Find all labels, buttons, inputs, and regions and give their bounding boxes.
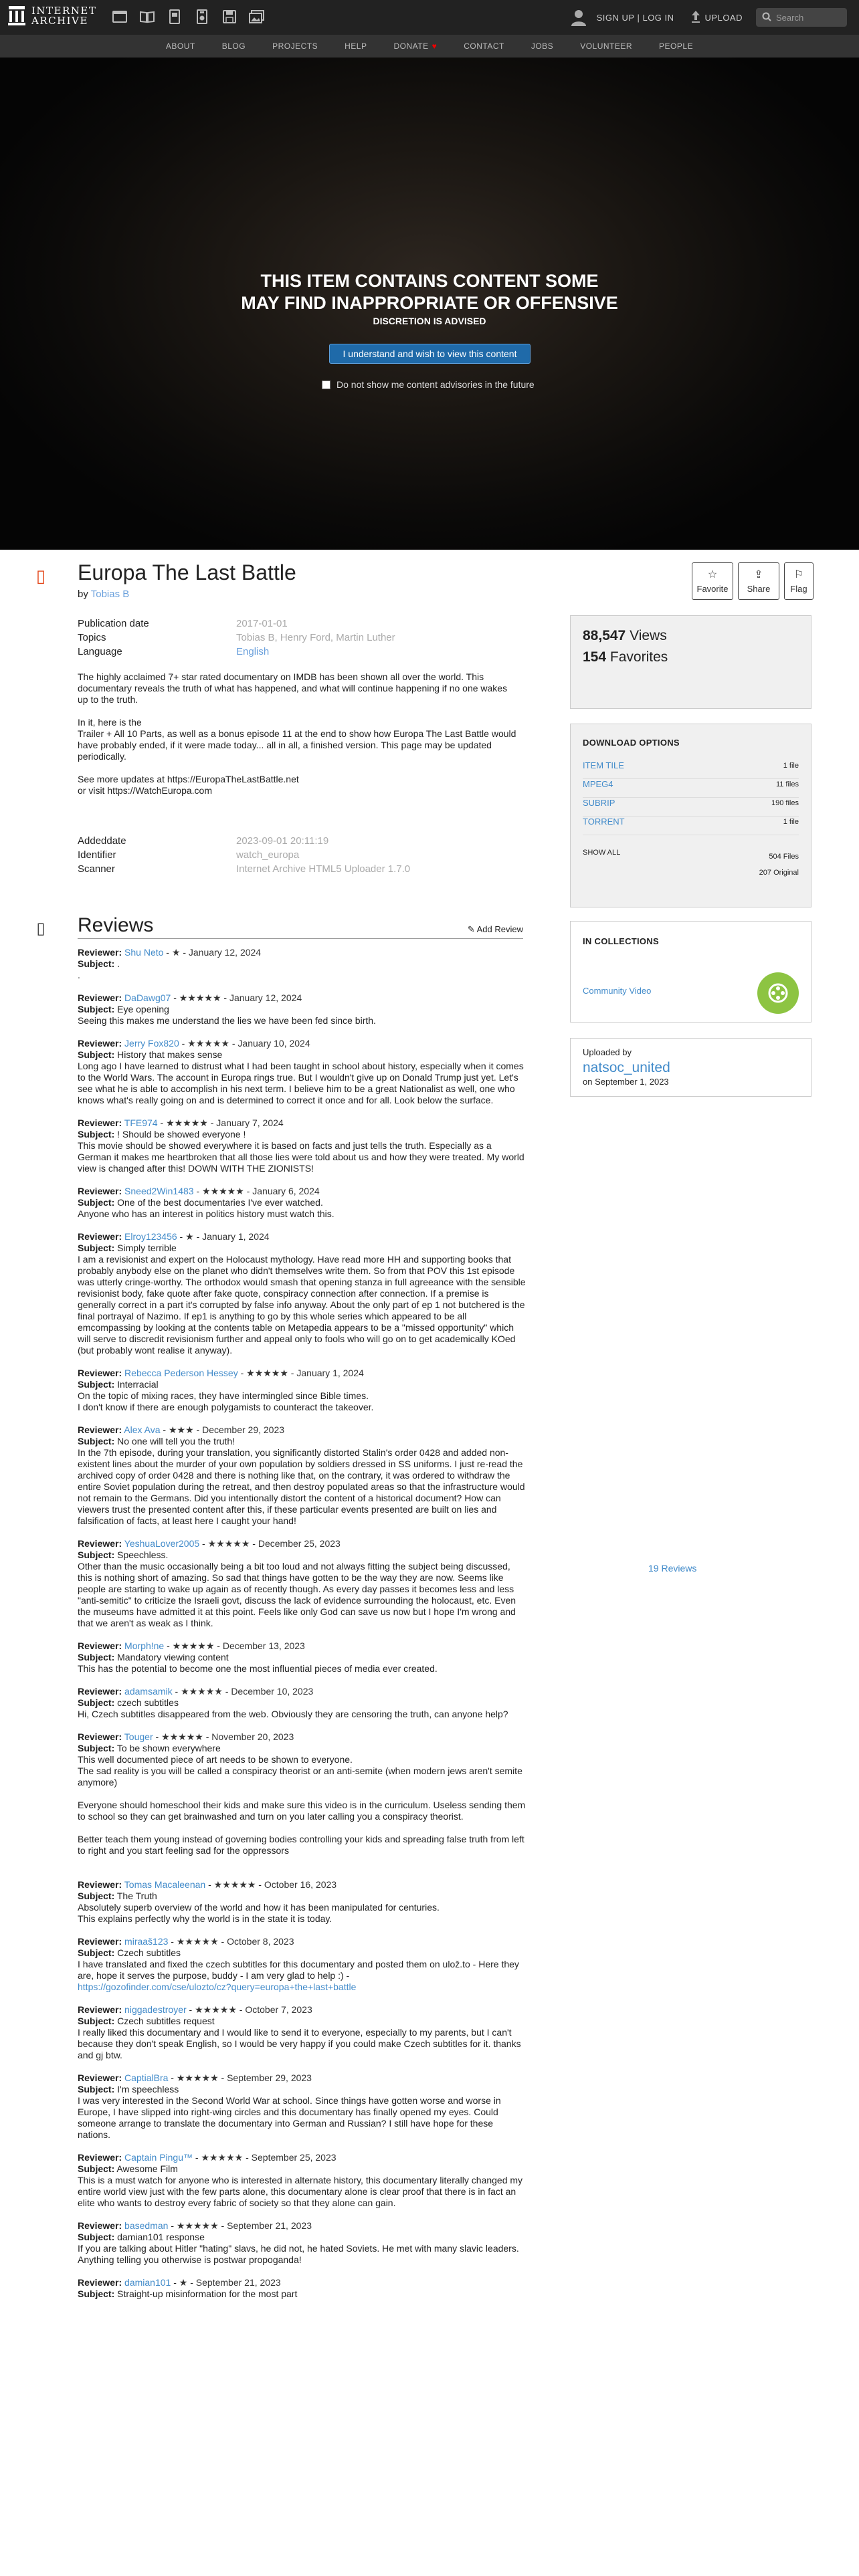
review-rating: ★ — [171, 947, 181, 958]
review-body: Seeing this makes me understand the lies we have been fed since birth. — [78, 1015, 376, 1026]
nav-contact[interactable]: CONTACT — [464, 41, 504, 51]
review-meta: Reviewer: Alex Ava - ★★★ - December 29, 2023 — [78, 1424, 285, 1435]
reviewer-link[interactable]: Morph!ne — [124, 1640, 165, 1651]
search-input[interactable] — [776, 13, 843, 23]
item-metadata — [78, 617, 519, 659]
top-bar — [0, 0, 859, 35]
review-subject: Subject: To be shown everywhere — [78, 1743, 221, 1753]
review-date: January 6, 2024 — [252, 1186, 320, 1196]
review-subject: Subject: Awesome Film — [78, 2163, 178, 2174]
reviewer-link[interactable]: DaDawg07 — [124, 992, 171, 1003]
nav-donate-label: DONATE — [393, 41, 429, 51]
internet-archive-logo[interactable] — [8, 6, 96, 26]
review-date: January 12, 2024 — [188, 947, 262, 958]
review-subject: Subject: Mandatory viewing content — [78, 1652, 229, 1662]
favorite-label: Favorite — [696, 583, 729, 594]
review-rating: ★★★★★ — [202, 1186, 244, 1196]
user-icon[interactable] — [569, 7, 589, 27]
review-body: This movie should be showed everywhere it is based on facts and just tells the truth. Especially as a German it makes me heartbroken that all those lies were told about us and how they were treated. My world view is changed after this! DOWN WITH THE ZIONISTS! — [78, 1140, 527, 1174]
comments-icon: ▯ — [36, 920, 45, 938]
reviewer-link[interactable]: damian101 — [124, 2277, 171, 2288]
description-paragraph: The highly acclaimed 7+ star rated documentary on IMDB has been shown all over the world. This documentary reveals the truth of what has happened, and what will continue happening if no one wakes up to the truth. — [78, 671, 508, 705]
review-rating: ★★★★★ — [246, 1368, 288, 1378]
topic-link[interactable]: Tobias B — [236, 632, 275, 643]
nav-people[interactable]: PEOPLE — [659, 41, 694, 51]
review-item — [78, 2152, 526, 2209]
review-rating: ★★★★★ — [201, 2152, 244, 2163]
review-item — [78, 2220, 526, 2266]
flag-label: Flag — [790, 583, 807, 594]
review-subject: Subject: I'm speechless — [78, 2084, 179, 2095]
collections-heading: IN COLLECTIONS — [583, 936, 659, 946]
review-rating: ★ — [179, 2277, 188, 2288]
movie-film-icon: ▯ — [35, 566, 46, 586]
nav-projects[interactable]: PROJECTS — [272, 41, 318, 51]
reviewer-link[interactable]: Alex Ava — [124, 1424, 161, 1435]
by-label: by — [78, 588, 88, 600]
nav-donate[interactable] — [393, 41, 437, 51]
meta-publication-date: Publication date 2017-01-01 — [78, 618, 288, 629]
reviewer-link[interactable]: Elroy123456 — [124, 1231, 177, 1242]
reviews-list — [78, 947, 529, 2311]
software-icon[interactable] — [218, 7, 241, 27]
publication-date-link[interactable]: 2017-01-01 — [236, 618, 288, 629]
review-body: I am a revisionist and expert on the Holocaust mythology. Have read more HH and supporting books that probably anybody else on the planet who didn't themselves write them. So from that POV this 1st episode was utterly cringe-worthy. The orthodox would smash that opening stanza in full agreeance with the sensible revisionist body, fake quote after fake quote, conspiracy connection after connection. If a premise is generally correct in a part it's corrupted by false info anyway. About the only part of ep 1 not butchered is the final portrayal of Nazimo. If ep1 is anything to go by this whole series which appeared to be all emcompassing by looking at the contents table on Metapedia appears to be a "missed opportunity" which will serve to discredit revisionism further and appeal only to fools who will go on to get academically KOed (but probably wont realise it anyway). — [78, 1254, 529, 1356]
reviewer-link[interactable]: niggadestroyer — [124, 2004, 187, 2015]
download-row[interactable]: TORRENT 1 file — [583, 817, 799, 835]
upload-link[interactable]: UPLOAD — [704, 12, 743, 23]
reviewer-link[interactable]: Sneed2Win1483 — [124, 1186, 194, 1196]
review-body: Long ago I have learned to distrust what I had been taught in school about history, especially when it comes to the World Wars. The account in Europa rings true. But I wouldn't give up on Donald Trump just yet. Let's see what he is able to accomplish in his next term. I believe him to be a great Nationalist as well, one who knows what's really going on and is determined to correct it once and for all. Look below the surface. — [78, 1061, 527, 1105]
review-date: September 21, 2023 — [227, 2220, 312, 2231]
review-body: This has the potential to become one the most influential pieces of media ever created. — [78, 1663, 438, 1674]
reviews-header — [78, 914, 523, 939]
review-rating: ★★★★★ — [166, 1117, 208, 1128]
review-item — [78, 947, 526, 981]
review-meta: Reviewer: Tomas Macaleenan - ★★★★★ - October 16, 2023 — [78, 1879, 337, 1890]
download-options-heading: DOWNLOAD OPTIONS — [583, 738, 680, 748]
account-area — [569, 0, 847, 35]
item-creator-line — [78, 588, 129, 600]
review-date: October 7, 2023 — [245, 2004, 312, 2015]
review-subject: Subject: ! Should be showed everyone ! — [78, 1129, 246, 1140]
review-meta: Reviewer: Rebecca Pederson Hessey - ★★★★★ - January 1, 2024 — [78, 1368, 364, 1378]
review-item — [78, 1368, 526, 1413]
review-item — [78, 1424, 526, 1527]
search-icon — [762, 12, 771, 23]
reviewer-link[interactable]: Rebecca Pederson Hessey — [124, 1368, 238, 1378]
meta-identifier: Identifier watch_europa — [78, 849, 300, 861]
reviews-stat-link[interactable]: 19 Reviews — [648, 1563, 697, 1574]
review-body: If you are talking about Hitler "hating" slavs, he did not, he hated Soviets. He met with many slavic leaders. Anything telling you otherwise is postwar propoganda! — [78, 2243, 521, 2265]
description-paragraph: In it, here is the Trailer + All 10 Parts, as well as a bonus episode 11 at the end to show how Europa The Last Battle would have probably ended, if it were made today... all in all, a finished version. This page may be updated periodically. — [78, 717, 516, 762]
reviewer-link[interactable]: Tomas Macaleenan — [124, 1879, 206, 1890]
review-item — [78, 2277, 526, 2300]
download-row[interactable]: ITEM TILE 1 file — [583, 760, 799, 779]
share-icon: ⇪ — [754, 568, 763, 580]
review-body: I have translated and fixed the czech subtitles for this documentary and posted them on ulož.to - Here they are, hope it serves the purpose, buddy - I am very glad to help :) - https://gozofinder.com/cse/ulozto/cz?query=europa+the+last+battle — [78, 1959, 522, 1992]
review-body: This well documented piece of art needs to be shown to everyone. The sad reality is you will be called a conspiracy theorist or an anti-semite (when modern jews aren't semite anymore) Everyone should homeschool their kids and make sure this video is in the curriculum. Useless sending them to school so they can get brainwashed and turn on you later calling you a conspiracy theorist. Better teach them young instead of governing bodies controlling your kids and spreading false truth from left to right and you start feeling sad for the oppressors — [78, 1754, 526, 1856]
review-subject: Subject: Eye opening — [78, 1004, 169, 1014]
view-content-button[interactable]: I understand and wish to view this content — [329, 344, 531, 364]
language-link[interactable]: English — [236, 646, 270, 657]
signup-login-link[interactable]: SIGN UP | LOG IN — [596, 12, 674, 23]
film-reel-icon[interactable] — [757, 972, 799, 1014]
review-item — [78, 1117, 526, 1174]
review-subject: Subject: Simply terrible — [78, 1243, 177, 1253]
review-subject: Subject: czech subtitles — [78, 1697, 179, 1708]
share-button[interactable] — [738, 562, 779, 600]
review-item — [78, 1640, 526, 1675]
review-date: January 12, 2024 — [229, 992, 302, 1003]
views-stat: 88,547 Views — [583, 628, 667, 643]
review-subject: Subject: Czech subtitles — [78, 1947, 181, 1958]
review-date: September 29, 2023 — [227, 2072, 312, 2083]
review-meta: Reviewer: YeshuaLover2005 - ★★★★★ - December 25, 2023 — [78, 1538, 341, 1549]
flag-button[interactable] — [784, 562, 814, 600]
review-item — [78, 1936, 526, 1993]
review-date: December 10, 2023 — [231, 1686, 314, 1697]
review-subject: Subject: Interracial — [78, 1379, 159, 1390]
review-meta: Reviewer: niggadestroyer - ★★★★★ - October 7, 2023 — [78, 2004, 312, 2015]
advisory-subtitle: DISCRETION IS ADVISED — [373, 316, 486, 326]
review-date: January 1, 2024 — [296, 1368, 364, 1378]
review-date: October 8, 2023 — [227, 1936, 294, 1947]
reviewer-link[interactable]: basedman — [124, 2220, 169, 2231]
review-meta: Reviewer: Sneed2Win1483 - ★★★★★ - January 6, 2024 — [78, 1186, 320, 1196]
upload-icon[interactable] — [690, 10, 701, 25]
review-body: I really liked this documentary and I would like to send it to everyone, especially to my parents, but I can't because they don't speak English, so I would be very happy if you could make Czech subtitles for it. thanks and gj btw. — [78, 2027, 524, 2060]
reviewer-link[interactable]: TFE974 — [124, 1117, 158, 1128]
review-body: In the 7th episode, during your translation, you significantly distorted Stalin's order 0428 and added non-existent lines about the murder of your own population by soldiers dressed in SS uniforms. I just re-read the archived copy of order 0428 and there is nothing like that, on the contrary, it was ordered to withdraw the entire Soviet population during the retreat, and then destroy populated areas so that the infrastructure would not remain to the Germans. Did you intentionally distort the content of a historical document? How can viewers trust the presented content after this, if these particular events presented are built on lies and falsification of facts, at least here I caught your hand! — [78, 1447, 528, 1526]
flag-icon: ⚐ — [793, 568, 804, 580]
topic-link[interactable]: Martin Luther — [336, 632, 395, 643]
review-item — [78, 1538, 526, 1629]
content-advisory-overlay — [0, 58, 859, 550]
topic-link[interactable]: Henry Ford — [280, 632, 330, 643]
reviewer-link[interactable]: adamsamik — [124, 1686, 173, 1697]
archive-building-icon — [8, 6, 25, 26]
reviewer-link[interactable]: Touger — [124, 1731, 153, 1742]
web-icon[interactable] — [108, 7, 131, 27]
images-icon[interactable] — [246, 7, 268, 27]
texts-icon[interactable] — [136, 7, 159, 27]
review-date: January 7, 2024 — [216, 1117, 284, 1128]
review-rating: ★★★★★ — [181, 1686, 223, 1697]
review-date: January 10, 2024 — [237, 1038, 310, 1049]
audio-icon[interactable] — [191, 7, 213, 27]
review-date: December 29, 2023 — [202, 1424, 285, 1435]
download-row[interactable]: MPEG4 11 files — [583, 779, 799, 798]
review-date: December 13, 2023 — [222, 1640, 305, 1651]
review-item — [78, 1231, 529, 1356]
review-body: On the topic of mixing races, they have intermingled since Bible times. I don't know if there are enough polygamists to counteract the takeover. — [78, 1390, 374, 1412]
item-description — [78, 671, 519, 808]
review-rating: ★★★★★ — [187, 1038, 229, 1049]
nav-help[interactable]: HELP — [345, 41, 367, 51]
review-rating: ★★★★★ — [176, 2072, 219, 2083]
review-body: Other than the music occasionally being a bit too loud and not always fitting the subject being discussed, this is nothing short of amazing. So sad that things have gotten to be the way they are now. Seems like people are starting to wake up again as of recently though. As every day passes it becomes less and less "anti-semitic" to criticize the Israeli govt, discuss the lack of evidence surrounding the holocaust, etc. Even the museums have admitted it at this point. Feels like only God can save us now but I hope I'm wrong and that we aren't as weak as I think. — [78, 1561, 518, 1628]
star-outline-icon: ☆ — [707, 568, 718, 580]
share-label: Share — [747, 583, 771, 594]
heart-icon: ♥ — [432, 41, 438, 51]
collections — [570, 921, 812, 1023]
reviewer-link[interactable]: CaptialBra — [124, 2072, 169, 2083]
review-subject: Subject: Speechless. — [78, 1549, 169, 1560]
review-rating: ★★★★★ — [161, 1731, 203, 1742]
review-rating: ★★★★★ — [179, 992, 221, 1003]
item-metadata-secondary — [78, 834, 519, 876]
review-item — [78, 1879, 526, 1925]
review-rating: ★★★★★ — [207, 1538, 250, 1549]
review-meta: Reviewer: adamsamik - ★★★★★ - December 10, 2023 — [78, 1686, 314, 1697]
review-meta: Reviewer: Shu Neto - ★ - January 12, 2024 — [78, 947, 262, 958]
no-advisory-option[interactable] — [322, 379, 535, 390]
review-item — [78, 1731, 526, 1868]
favorites-stat: 154 Favorites — [583, 649, 668, 665]
meta-scanner: Scanner Internet Archive HTML5 Uploader 1.7.0 — [78, 863, 411, 875]
review-rating: ★★★★★ — [176, 2220, 219, 2231]
logo-text: INTERNET ARCHIVE — [31, 5, 97, 27]
download-options — [570, 724, 812, 907]
review-meta: Reviewer: Captain Pingu™ - ★★★★★ - September 25, 2023 — [78, 2152, 337, 2163]
nav-blog[interactable]: BLOG — [221, 41, 246, 51]
reviewer-link[interactable]: Jerry Fox820 — [124, 1038, 179, 1049]
review-body: . — [78, 970, 80, 980]
meta-language: Language English — [78, 646, 270, 657]
review-subject: Subject: Czech subtitles request — [78, 2016, 215, 2026]
review-meta: Reviewer: basedman - ★★★★★ - September 21, 2023 — [78, 2220, 312, 2231]
uploader-link[interactable]: natsoc_united — [583, 1060, 670, 1075]
review-date: October 16, 2023 — [264, 1879, 337, 1890]
video-icon[interactable] — [163, 7, 186, 27]
review-item — [78, 1186, 526, 1220]
media-type-nav — [108, 7, 273, 27]
review-body: Absolutely superb overview of the world and how it has been manipulated for centuries. This explains perfectly why the world is in the state it is today. — [78, 1902, 440, 1924]
review-meta: Reviewer: CaptialBra - ★★★★★ - September 29, 2023 — [78, 2072, 312, 2083]
meta-topics: Topics Tobias B, Henry Ford, Martin Luther — [78, 632, 395, 643]
review-meta: Reviewer: Touger - ★★★★★ - November 20, 2023 — [78, 1731, 294, 1742]
review-date: September 21, 2023 — [195, 2277, 281, 2288]
review-item — [78, 992, 526, 1027]
item-actions — [692, 562, 818, 600]
review-subject: Subject: No one will tell you the truth! — [78, 1436, 235, 1446]
review-meta: Reviewer: miraaš123 - ★★★★★ - October 8, 2023 — [78, 1936, 294, 1947]
description-paragraph: See more updates at https://EuropaTheLastBattle.net or visit https://WatchEuropa.com — [78, 774, 299, 796]
download-row[interactable]: SUBRIP 190 files — [583, 798, 799, 817]
add-review-button[interactable]: ✎ Add Review — [467, 924, 523, 934]
review-item — [78, 1686, 526, 1720]
review-meta: Reviewer: DaDawg07 - ★★★★★ - January 12, 2024 — [78, 992, 302, 1003]
review-date: December 25, 2023 — [258, 1538, 341, 1549]
review-meta: Reviewer: Morph!ne - ★★★★★ - December 13, 2023 — [78, 1640, 305, 1651]
review-subject: Subject: History that makes sense — [78, 1049, 223, 1060]
search-box[interactable] — [756, 8, 847, 27]
reviewer-link[interactable]: miraaš123 — [124, 1936, 169, 1947]
nav-jobs[interactable]: JOBS — [531, 41, 554, 51]
review-date: November 20, 2023 — [211, 1731, 294, 1742]
review-item — [78, 2004, 526, 2061]
reviewer-link[interactable]: Captain Pingu™ — [124, 2152, 193, 2163]
favorite-button[interactable] — [692, 562, 733, 600]
review-rating: ★★★★★ — [213, 1879, 256, 1890]
review-subject: Subject: Straight-up misinformation for the most part — [78, 2288, 298, 2299]
uploader-info: Uploaded by natsoc_united on September 1, 2023 — [570, 1038, 812, 1097]
download-totals: 504 Files 207 Original — [759, 853, 799, 877]
review-date: September 25, 2023 — [251, 2152, 337, 2163]
no-advisory-checkbox[interactable] — [322, 381, 330, 389]
review-rating: ★★★ — [168, 1424, 194, 1435]
advisory-title: THIS ITEM CONTAINS CONTENT SOME MAY FIND INAPPROPRIATE OR OFFENSIVE — [241, 271, 618, 313]
review-external-link[interactable]: https://gozofinder.com/cse/ulozto/cz?query=europa+the+last+battle — [78, 1981, 357, 1992]
review-item — [78, 2072, 526, 2141]
review-meta: Reviewer: damian101 - ★ - September 21, 2023 — [78, 2277, 281, 2288]
creator-link[interactable]: Tobias B — [90, 588, 130, 600]
reviewer-link[interactable]: YeshuaLover2005 — [124, 1538, 200, 1549]
review-subject: Subject: . — [78, 958, 120, 969]
show-all-link[interactable]: SHOW ALL — [583, 849, 621, 857]
review-body: This is a must watch for anyone who is interested in alternate history, this documentary literally changed my entire world view just with the few parts alone, this documentary alone is clear proof that there is in fact an elite who wants to destroy every fabric of society so that they alone can gain. — [78, 2175, 525, 2208]
review-item — [78, 1038, 526, 1106]
review-subject: Subject: The Truth — [78, 1891, 157, 1901]
review-rating: ★ — [185, 1231, 194, 1242]
review-rating: ★★★★★ — [195, 2004, 237, 2015]
secondary-nav — [0, 35, 859, 58]
review-body: Anyone who has an interest in politics history must watch this. — [78, 1208, 335, 1219]
reviewer-link[interactable]: Shu Neto — [124, 947, 164, 958]
meta-addeddate: Addeddate 2023-09-01 20:11:19 — [78, 835, 329, 847]
item-title: Europa The Last Battle — [78, 560, 296, 584]
review-rating: ★★★★★ — [172, 1640, 215, 1651]
review-subject: Subject: One of the best documentaries I've ever watched. — [78, 1197, 323, 1208]
review-body: Hi, Czech subtitles disappeared from the web. Obviously they are censoring the truth, can anyone help? — [78, 1709, 508, 1719]
review-meta: Reviewer: Jerry Fox820 - ★★★★★ - January 10, 2024 — [78, 1038, 310, 1049]
review-meta: Reviewer: Elroy123456 - ★ - January 1, 2024 — [78, 1231, 270, 1242]
review-rating: ★★★★★ — [176, 1936, 219, 1947]
collection-link[interactable]: Community Video — [583, 986, 652, 996]
review-meta: Reviewer: TFE974 - ★★★★★ - January 7, 2024 — [78, 1117, 284, 1128]
nav-about[interactable]: ABOUT — [165, 41, 195, 51]
review-subject: Subject: damian101 response — [78, 2232, 205, 2242]
nav-volunteer[interactable]: VOLUNTEER — [580, 41, 633, 51]
review-body: I was very interested in the Second World War at school. Since things have gotten worse and worse in Europe, I have slipped into right-wing circles and this documentary has finally opened my eyes. Could someone arrange to translate the documentary into German and Russian? I still have hope for these nations. — [78, 2095, 504, 2140]
review-date: January 1, 2024 — [202, 1231, 270, 1242]
reviews-title: Reviews — [78, 914, 154, 936]
no-advisory-label: Do not show me content advisories in the future — [337, 379, 535, 390]
